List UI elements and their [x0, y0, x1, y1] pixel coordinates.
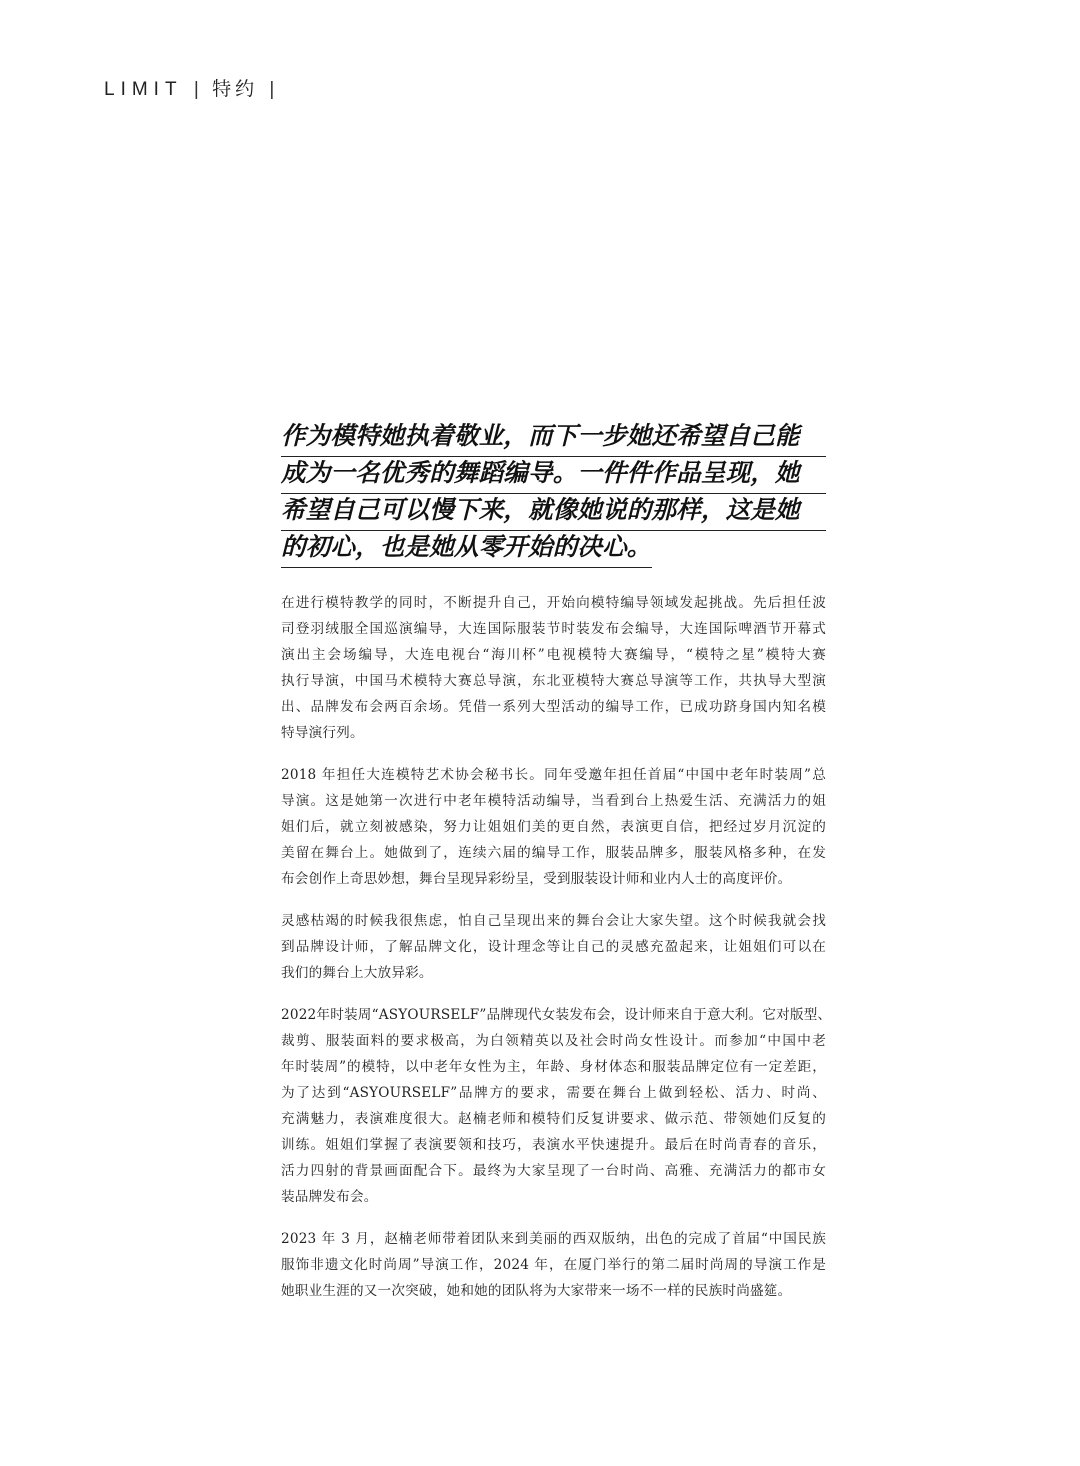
- text-line: 灵感枯竭的时候我很焦虑，怕自己呈现出来的舞台会让大家失望。这个时候我就会找: [281, 913, 826, 929]
- text-line: 她职业生涯的又一次突破，她和她的团队将为大家带来一场不一样的民族时尚盛筵。: [281, 1283, 792, 1299]
- text-line: 演出主会场编导，大连电视台“海川杯”电视模特大赛编导，“模特之星”模特大赛: [281, 647, 826, 663]
- text-line: 2023 年 3 月，赵楠老师带着团队来到美丽的西双版纳，出色的完成了首届“中国民族: [281, 1231, 826, 1247]
- text-line: 训练。姐姐们掌握了表演要领和技巧，表演水平快速提升。最后在时尚青春的音乐，: [281, 1137, 826, 1153]
- text-line: 活力四射的背景画面配合下。最终为大家呈现了一台时尚、高雅、充满活力的都市女: [281, 1163, 826, 1179]
- text-line: 我们的舞台上大放异彩。: [281, 965, 433, 981]
- text-line: 服饰非遗文化时尚周”导演工作，2024 年，在厦门举行的第二届时尚周的导演工作是: [281, 1257, 826, 1273]
- text-line: 2022年时装周“ASYOURSELF”品牌现代女装发布会，设计师来自于意大利。它对版型、: [281, 1007, 832, 1023]
- pull-quote-line: 作为模特她执着敬业，而下一步她还希望自己能: [281, 420, 826, 457]
- text-line: 姐们后，就立刻被感染，努力让姐姐们美的更自然，表演更自信，把经过岁月沉淀的: [281, 819, 826, 835]
- text-line: 执行导演，中国马术模特大赛总导演，东北亚模特大赛总导演等工作，共执导大型演: [281, 673, 826, 689]
- text-line: 特导演行列。: [281, 725, 364, 741]
- section-label: 特约: [212, 79, 259, 100]
- text-line: 装品牌发布会。: [281, 1189, 378, 1205]
- header-separator: |: [193, 79, 201, 100]
- text-line: 在进行模特教学的同时，不断提升自己，开始向模特编导领域发起挑战。先后担任波: [281, 595, 826, 611]
- paragraph-2023: [281, 1226, 826, 1304]
- text-line: 出、品牌发布会两百余场。凭借一系列大型活动的编导工作，已成功跻身国内知名模: [281, 699, 826, 715]
- paragraph-inspiration: [281, 908, 826, 986]
- article-body: [281, 420, 832, 1320]
- text-line: 裁剪、服装面料的要求极高，为白领精英以及社会时尚女性设计。而参加“中国中老: [281, 1033, 826, 1049]
- paragraph-2018: [281, 762, 826, 892]
- text-line: 导演。这是她第一次进行中老年模特活动编导，当看到台上热爱生活、充满活力的姐: [281, 793, 826, 809]
- text-line: 美留在舞台上。她做到了，连续六届的编导工作，服装品牌多，服装风格多种，在发: [281, 845, 826, 861]
- pull-quote: [281, 420, 826, 568]
- pull-quote-line: 希望自己可以慢下来，就像她说的那样，这是她: [281, 494, 826, 531]
- paragraph-career: [281, 590, 826, 746]
- pull-quote-line: 成为一名优秀的舞蹈编导。一件件作品呈现，她: [281, 457, 826, 494]
- magazine-header: [104, 74, 280, 101]
- text-line: 年时装周”的模特，以中老年女性为主，年龄、身材体态和服装品牌定位有一定差距，: [281, 1059, 826, 1075]
- text-line: 充满魅力，表演难度很大。赵楠老师和模特们反复讲要求、做示范、带领她们反复的: [281, 1111, 826, 1127]
- text-line: 布会创作上奇思妙想，舞台呈现异彩纷呈，受到服装设计师和业内人士的高度评价。: [281, 871, 792, 887]
- paragraph-2022: [281, 1002, 832, 1210]
- text-line: 2018 年担任大连模特艺术协会秘书长。同年受邀年担任首届“中国中老年时装周”总: [281, 767, 826, 783]
- pull-quote-line: 的初心，也是她从零开始的决心。: [281, 531, 652, 568]
- text-line: 到品牌设计师，了解品牌文化，设计理念等让自己的灵感充盈起来，让姐姐们可以在: [281, 939, 826, 955]
- header-separator-end: |: [269, 79, 277, 100]
- text-line: 为了达到“ASYOURSELF”品牌方的要求，需要在舞台上做到轻松、活力、时尚、: [281, 1085, 826, 1101]
- text-line: 司登羽绒服全国巡演编导，大连国际服装节时装发布会编导，大连国际啤酒节开幕式: [281, 621, 826, 637]
- magazine-brand: LIMIT: [104, 79, 183, 100]
